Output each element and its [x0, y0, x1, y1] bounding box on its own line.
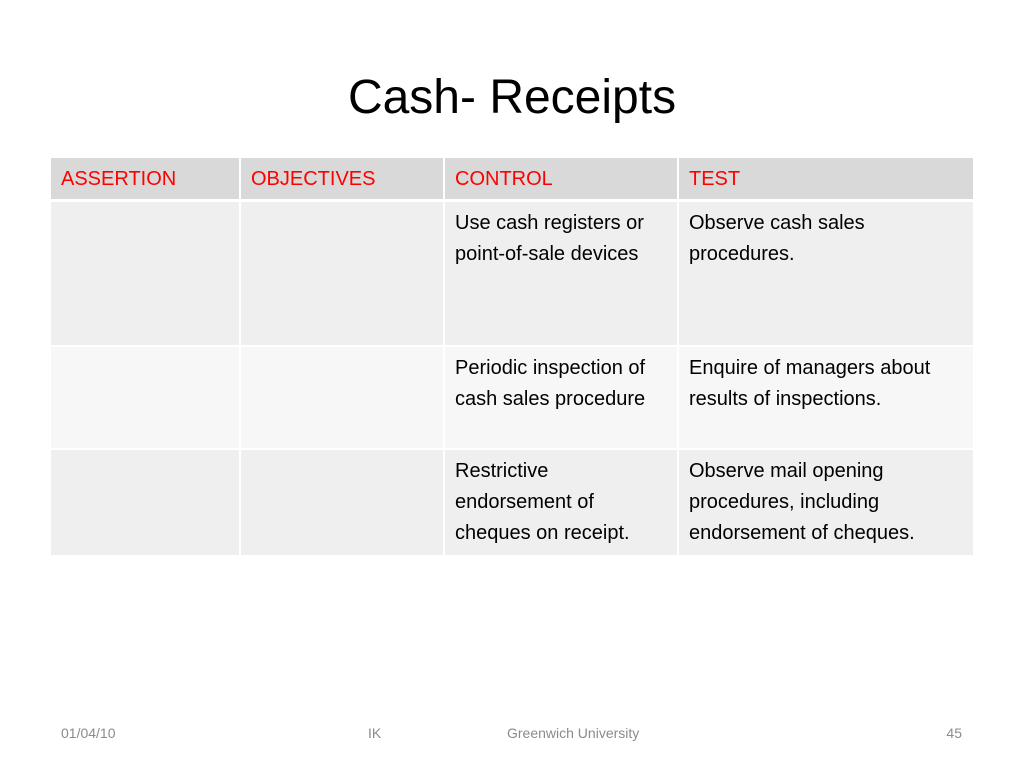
cell-assertion [51, 347, 241, 450]
cell-control: Restrictive endorsement of cheques on receipt. [445, 450, 679, 557]
cell-control: Periodic inspection of cash sales procedure [445, 347, 679, 450]
cell-test: Observe cash sales procedures. [679, 202, 973, 347]
cell-test: Enquire of managers about results of inspections. [679, 347, 973, 450]
cell-objectives [241, 202, 445, 347]
cash-receipts-table [51, 158, 973, 557]
table-row [51, 347, 973, 450]
cell-objectives [241, 450, 445, 557]
footer-date: 01/04/10 [61, 725, 116, 741]
footer-author: IK [368, 725, 382, 741]
table-row [51, 450, 973, 557]
header-test: TEST [679, 158, 973, 202]
footer-organization: Greenwich University [507, 725, 640, 741]
slide-title: Cash- Receipts [347, 71, 677, 124]
header-objectives: OBJECTIVES [241, 158, 445, 202]
header-assertion: ASSERTION [51, 158, 241, 202]
header-control: CONTROL [445, 158, 679, 202]
cell-control: Use cash registers or point-of-sale devices [445, 202, 679, 347]
cell-objectives [241, 347, 445, 450]
cell-test: Observe mail opening procedures, including endorsement of cheques. [679, 450, 973, 557]
cell-assertion [51, 450, 241, 557]
table-header-row [51, 158, 973, 202]
table-row [51, 202, 973, 347]
cell-assertion [51, 202, 241, 347]
footer-page-number: 45 [946, 725, 962, 741]
